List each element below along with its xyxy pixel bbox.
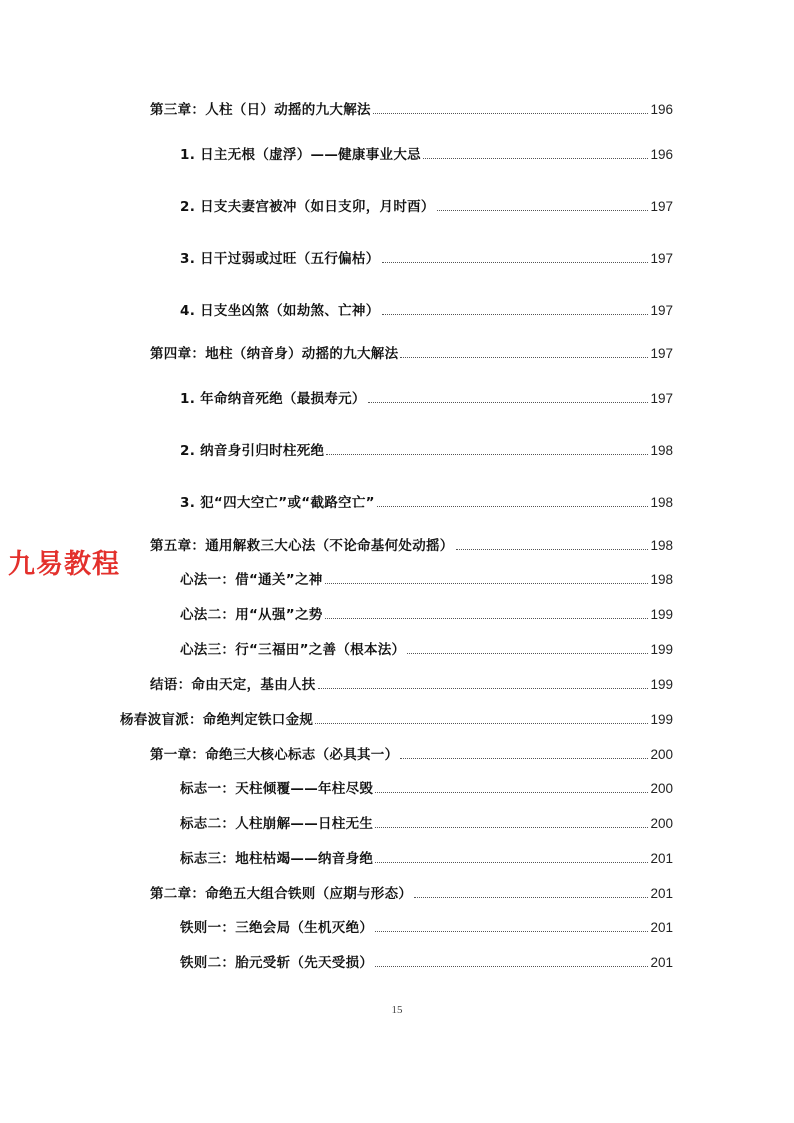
dot-leader [400, 757, 648, 759]
toc-entry[interactable] [150, 534, 673, 554]
toc-entry-title: 标志二：人柱崩解——日柱无生 [180, 816, 374, 832]
toc-entry[interactable] [180, 195, 673, 215]
toc-entry[interactable] [180, 143, 673, 163]
dot-leader [407, 652, 648, 654]
toc-entry-title: 心法一：借“通关”之神 [180, 572, 323, 588]
toc-entry-title: 结语：命由天定，基由人扶 [150, 677, 316, 693]
toc-entry-title: 第三章：人柱（日）动摇的九大解法 [150, 102, 371, 118]
toc-entry-page-number: 200 [650, 781, 673, 796]
dot-leader [315, 722, 648, 724]
toc-entry-title: 标志三：地柱枯竭——纳音身绝 [180, 851, 374, 867]
dot-leader [382, 313, 649, 315]
toc-entry-title: 3. 犯“四大空亡”或“截路空亡” [180, 495, 375, 511]
dot-leader [423, 157, 649, 159]
toc-entry[interactable] [180, 387, 673, 407]
toc-entry-page-number: 201 [650, 955, 673, 970]
toc-entry-title: 第五章：通用解救三大心法（不论命基何处动摇） [150, 538, 454, 554]
toc-entry[interactable] [180, 603, 673, 623]
toc-entry-page-number: 199 [650, 607, 673, 622]
toc-entry[interactable] [150, 673, 673, 693]
toc-entry-title: 第一章：命绝三大核心标志（必具其一） [150, 747, 399, 763]
toc-entry[interactable] [180, 638, 673, 658]
toc-entry[interactable] [180, 916, 673, 936]
toc-entry-title: 铁则二：胎元受斩（先天受损） [180, 955, 374, 971]
dot-leader [375, 791, 648, 793]
toc-entry-title: 3. 日干过弱或过旺（五行偏枯） [180, 251, 380, 267]
dot-leader [414, 896, 648, 898]
toc-entry-page-number: 196 [650, 147, 673, 162]
dot-leader [368, 401, 649, 403]
toc-entry[interactable] [180, 299, 673, 319]
toc-entry-title: 4. 日支坐凶煞（如劫煞、亡神） [180, 303, 380, 319]
toc-entry-title: 杨春波盲派：命绝判定铁口金规 [120, 712, 314, 728]
toc-entry-page-number: 198 [650, 495, 673, 510]
toc-entry[interactable] [180, 951, 673, 971]
toc-entry[interactable] [150, 98, 673, 118]
toc-entry[interactable] [150, 743, 673, 763]
toc-entry-page-number: 198 [650, 538, 673, 553]
toc-entry[interactable] [180, 247, 673, 267]
toc-entry-title: 标志一：天柱倾覆——年柱尽毁 [180, 781, 374, 797]
toc-entry[interactable] [180, 439, 673, 459]
dot-leader [375, 826, 648, 828]
toc-entry-title: 心法二：用“从强”之势 [180, 607, 323, 623]
watermark-logo: 九易教程 [8, 549, 120, 580]
toc-entry-page-number: 199 [650, 712, 673, 727]
toc-entry-page-number: 196 [650, 102, 673, 117]
toc-entry-page-number: 197 [650, 346, 673, 361]
toc-entry-page-number: 199 [650, 642, 673, 657]
toc-entry[interactable] [180, 777, 673, 797]
page-number: 15 [391, 1004, 403, 1016]
dot-leader [326, 453, 648, 455]
toc-entry-title: 心法三：行“三福田”之善（根本法） [180, 642, 406, 658]
toc-entry[interactable] [180, 847, 673, 867]
toc-entry-page-number: 200 [650, 816, 673, 831]
dot-leader [318, 687, 649, 689]
toc-entry-page-number: 201 [650, 886, 673, 901]
toc-entry[interactable] [150, 882, 673, 902]
dot-leader [375, 965, 648, 967]
toc-entry-page-number: 197 [650, 303, 673, 318]
toc-entry-title: 第四章：地柱（纳音身）动摇的九大解法 [150, 346, 399, 362]
dot-leader [325, 582, 649, 584]
toc-entry-page-number: 200 [650, 747, 673, 762]
dot-leader [400, 356, 648, 358]
toc-entry[interactable] [120, 708, 673, 728]
toc-entry-page-number: 197 [650, 251, 673, 266]
toc-entry[interactable] [150, 342, 673, 362]
toc-entry-page-number: 198 [650, 443, 673, 458]
toc-entry-title: 1. 年命纳音死绝（最损寿元） [180, 391, 366, 407]
dot-leader [375, 861, 648, 863]
toc-entry[interactable] [180, 568, 673, 588]
dot-leader [377, 505, 649, 507]
toc-entry-page-number: 199 [650, 677, 673, 692]
toc-entry-title: 第二章：命绝五大组合铁则（应期与形态） [150, 886, 413, 902]
toc-entry-page-number: 197 [650, 199, 673, 214]
toc-entry-page-number: 201 [650, 851, 673, 866]
toc-entry[interactable] [180, 491, 673, 511]
toc-entry-title: 铁则一：三绝会局（生机灭绝） [180, 920, 374, 936]
toc-entry[interactable] [180, 812, 673, 832]
toc-entry-title: 2. 日支夫妻宫被冲（如日支卯，月时酉） [180, 199, 435, 215]
dot-leader [382, 261, 649, 263]
toc-entry-title: 2. 纳音身引归时柱死绝 [180, 443, 325, 459]
toc-entry-page-number: 201 [650, 920, 673, 935]
dot-leader [325, 617, 649, 619]
dot-leader [373, 112, 649, 114]
dot-leader [437, 209, 649, 211]
toc-entry-page-number: 198 [650, 572, 673, 587]
dot-leader [375, 930, 648, 932]
dot-leader [456, 548, 649, 550]
toc-entry-title: 1. 日主无根（虚浮）——健康事业大忌 [180, 147, 421, 163]
toc-entry-page-number: 197 [650, 391, 673, 406]
